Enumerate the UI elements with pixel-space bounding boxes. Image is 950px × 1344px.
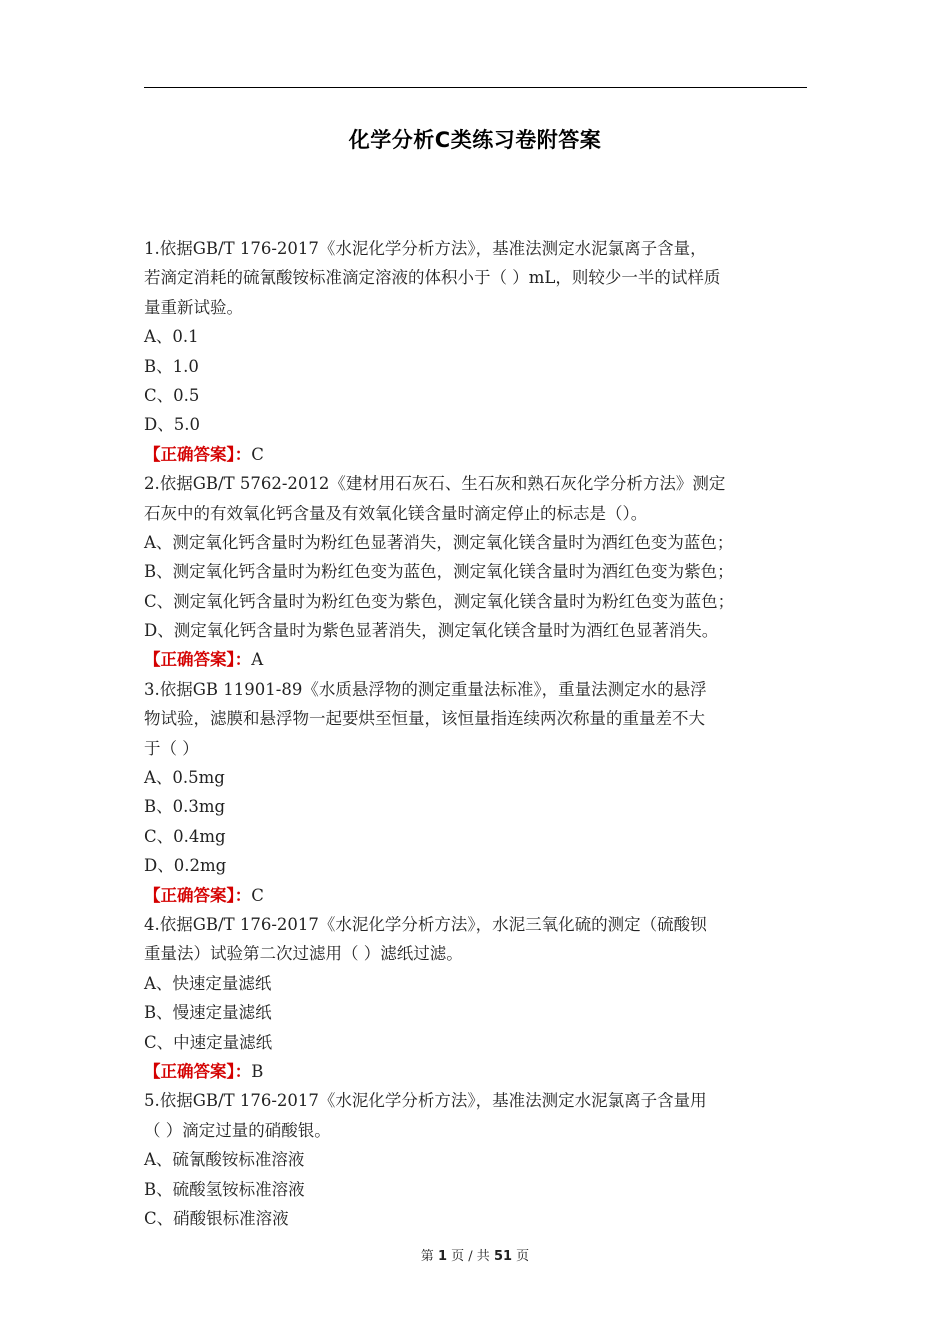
question-1-stem-line-2: 若滴定消耗的硫氰酸铵标准滴定溶液的体积小于（ ）mL，则较少一半的试样质: [144, 268, 721, 288]
question-5-option-a: A、硫氰酸铵标准溶液: [144, 1150, 305, 1170]
question-5-stem-line-1: 5.依据GB/T 176-2017《水泥化学分析方法》，基准法测定水泥氯离子含量用: [144, 1091, 707, 1111]
answer-separator: ：: [234, 1061, 252, 1081]
question-4-option-a: A、快速定量滤纸: [144, 973, 272, 993]
footer-suffix: 页: [516, 1249, 530, 1264]
question-2-option-d: D、测定氧化钙含量时为紫色显著消失，测定氧化镁含量时为酒红色显著消失。: [144, 621, 719, 641]
question-2-option-b: B、测定氧化钙含量时为粉红色变为蓝色，测定氧化镁含量时为酒红色变为紫色；: [144, 562, 734, 582]
question-4-option-c: C、中速定量滤纸: [144, 1032, 273, 1052]
answer-label: 【正确答案】: [144, 444, 235, 464]
question-3-option-b: B、0.3mg: [144, 797, 226, 817]
answer-label: 【正确答案】: [144, 1061, 235, 1081]
answer-label: 【正确答案】: [144, 650, 235, 670]
question-2-answer: [144, 645, 816, 674]
question-list: [144, 234, 816, 1233]
question-1-answer: [144, 440, 816, 469]
question-2-stem-line-1: 2.依据GB/T 5762-2012《建材用石灰石、生石灰和熟石灰化学分析方法》测定: [144, 474, 726, 494]
question-5-option-b: B、硫酸氢铵标准溶液: [144, 1179, 305, 1199]
question-2-option-c: C、测定氧化钙含量时为粉红色变为紫色，测定氧化镁含量时为粉红色变为蓝色；: [144, 591, 735, 611]
question-1-stem-line-3: 量重新试验。: [144, 297, 243, 317]
question-1-stem-line-1: 1.依据GB/T 176-2017《水泥化学分析方法》，基准法测定水泥氯离子含量，: [144, 239, 707, 258]
question-5-option-c: C、硝酸银标准溶液: [144, 1208, 289, 1228]
answer-value: A: [251, 650, 264, 670]
question-1-option-d: D、5.0: [144, 415, 200, 435]
question-2-stem-line-2: 石灰中的有效氧化钙含量及有效氧化镁含量时滴定停止的标志是（）。: [144, 503, 648, 523]
page-footer: [0, 1245, 950, 1264]
question-3-option-a: A、0.5mg: [144, 768, 225, 788]
footer-total-pages: 51: [493, 1249, 513, 1264]
question-1-option-a: A、0.1: [144, 327, 199, 347]
question-4-stem-line-2: 重量法）试验第二次过滤用（ ）滤纸过滤。: [144, 944, 463, 964]
question-3-answer: [144, 881, 816, 910]
question-1-option-b: B、1.0: [144, 356, 199, 376]
footer-middle: 页 / 共: [451, 1249, 490, 1264]
question-5-stem-line-2: （ ）滴定过量的硝酸银。: [144, 1120, 331, 1140]
answer-value: C: [251, 444, 264, 464]
question-3-option-c: C、0.4mg: [144, 826, 226, 846]
question-3-option-d: D、0.2mg: [144, 856, 227, 876]
answer-label: 【正确答案】: [144, 885, 235, 905]
answer-value: C: [251, 885, 264, 905]
answer-separator: ：: [234, 650, 252, 670]
answer-value: B: [251, 1061, 264, 1081]
question-3-stem-line-1: 3.依据GB 11901-89《水质悬浮物的测定重量法标准》，重量法测定水的悬浮: [144, 679, 707, 699]
question-4-answer: [144, 1057, 816, 1086]
document-title: 化学分析C类练习卷附答案: [348, 128, 602, 152]
question-2-option-a: A、测定氧化钙含量时为粉红色显著消失，测定氧化镁含量时为酒红色变为蓝色；: [144, 532, 734, 552]
answer-separator: ：: [234, 444, 252, 464]
question-1-option-c: C、0.5: [144, 385, 200, 405]
answer-separator: ：: [234, 885, 252, 905]
question-4-stem-line-1: 4.依据GB/T 176-2017《水泥化学分析方法》，水泥三氧化硫的测定（硫酸钡: [144, 914, 707, 934]
question-3-stem-line-2: 物试验，滤膜和悬浮物一起要烘至恒量，该恒量指连续两次称量的重量差不大: [144, 709, 705, 729]
header-rule: [144, 87, 807, 88]
question-4-option-b: B、慢速定量滤纸: [144, 1003, 272, 1023]
question-3-stem-line-3: 于（ ）: [144, 738, 199, 758]
footer-prefix: 第: [420, 1249, 434, 1264]
footer-page-number: 1: [437, 1249, 447, 1264]
